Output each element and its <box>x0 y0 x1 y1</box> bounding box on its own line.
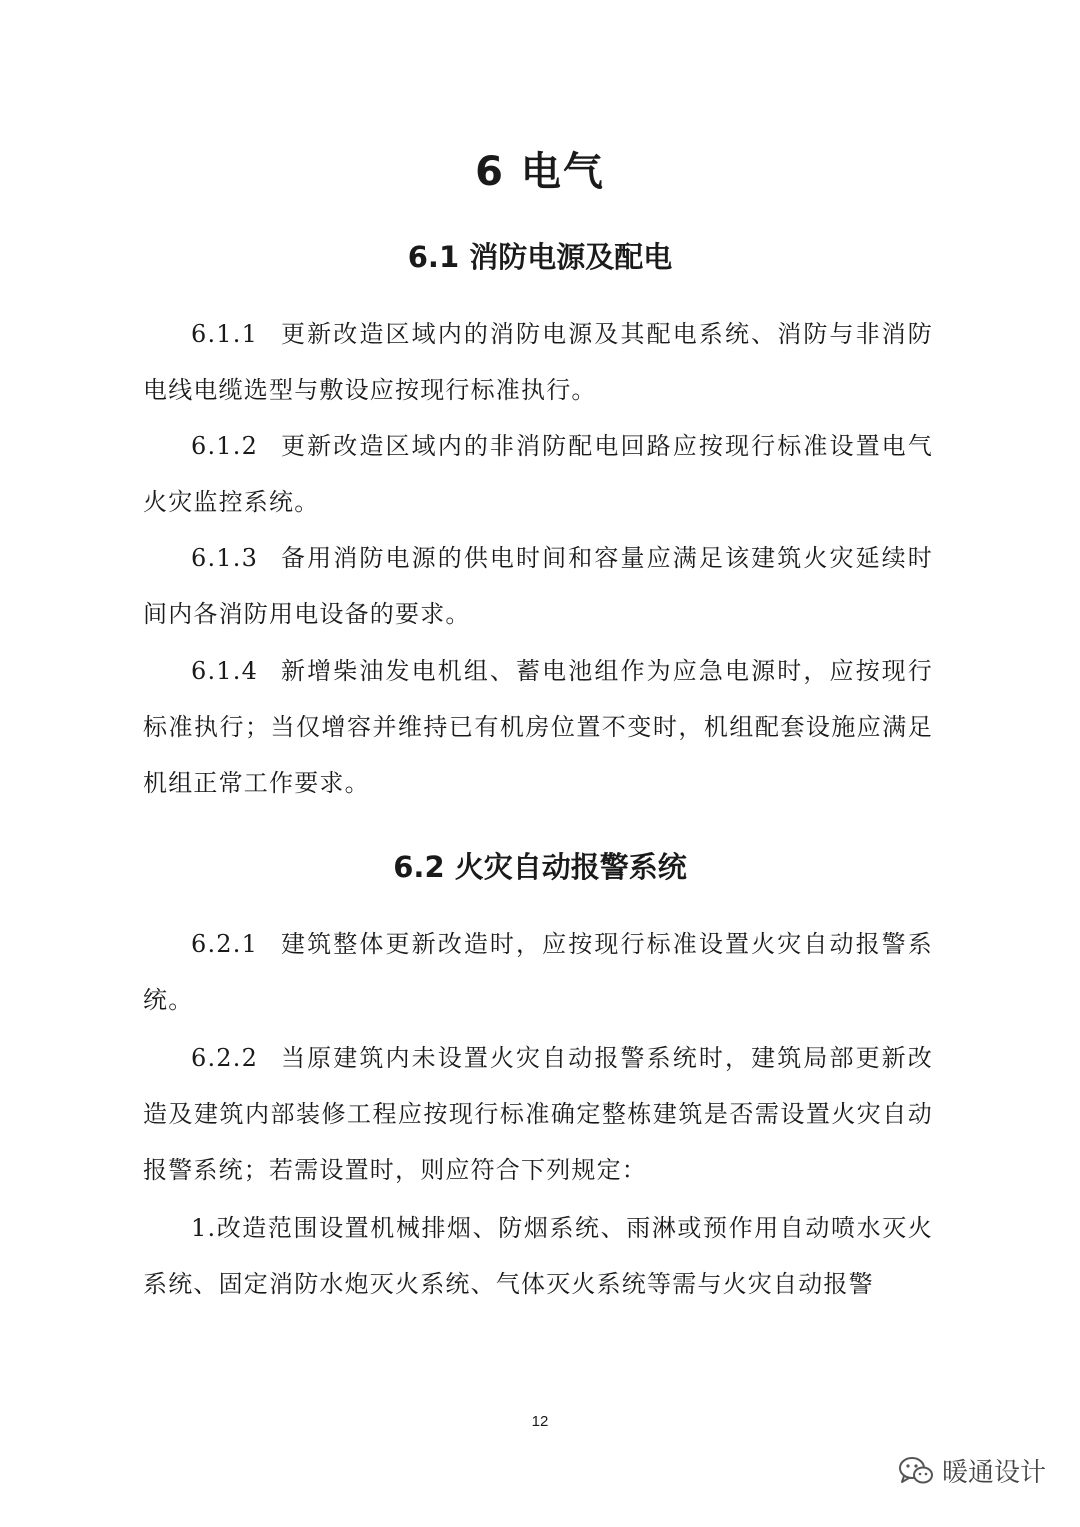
clause-text: 新增柴油发电机组、蓄电池组作为应急电源时，应按现行标准执行；当仅增容并维持已有机房位置不变时，机组配套设施应满足机组正常工作要求。 <box>143 657 933 797</box>
watermark <box>898 1452 1046 1489</box>
section-title-6-1: 6.1 消防电源及配电 <box>407 240 673 274</box>
clause-6-2-2 <box>143 1030 933 1198</box>
clause-6-1-2 <box>143 418 933 530</box>
clause-number: 6.1.3 <box>191 544 259 572</box>
page-number: 12 <box>531 1413 549 1430</box>
watermark-text: 暖通设计 <box>941 1458 1046 1488</box>
clause-6-1-3 <box>143 530 933 642</box>
list-item-1: 1.改造范围设置机械排烟、防烟系统、雨淋或预作用自动喷水灭火系统、固定消防水炮灭火系统、气体灭火系统等需与火灾自动报警 <box>143 1214 933 1298</box>
clause-6-2-1 <box>143 916 933 1028</box>
clause-text: 更新改造区域内的非消防配电回路应按现行标准设置电气火灾监控系统。 <box>143 432 933 516</box>
clause-text: 更新改造区域内的消防电源及其配电系统、消防与非消防电线电缆选型与敷设应按现行标准执行。 <box>143 320 933 404</box>
clause-number: 6.1.2 <box>191 432 259 460</box>
chapter-title: 6 电气 <box>475 149 605 195</box>
clause-number: 6.2.2 <box>191 1044 259 1072</box>
clause-number: 6.1.1 <box>191 320 259 348</box>
clause-text: 备用消防电源的供电时间和容量应满足该建筑火灾延续时间内各消防用电设备的要求。 <box>143 544 933 628</box>
clause-6-1-4 <box>143 643 933 811</box>
clause-6-1-1 <box>143 306 933 418</box>
wechat-icon <box>898 1455 934 1487</box>
section-title-6-2: 6.2 火灾自动报警系统 <box>393 850 687 884</box>
clause-text: 建筑整体更新改造时，应按现行标准设置火灾自动报警系统。 <box>143 930 933 1014</box>
clause-text: 当原建筑内未设置火灾自动报警系统时，建筑局部更新改造及建筑内部装修工程应按现行标准确定整栋建筑是否需设置火灾自动报警系统；若需设置时，则应符合下列规定： <box>143 1044 933 1184</box>
clause-number: 6.2.1 <box>191 930 259 958</box>
clause-number: 6.1.4 <box>191 657 259 685</box>
